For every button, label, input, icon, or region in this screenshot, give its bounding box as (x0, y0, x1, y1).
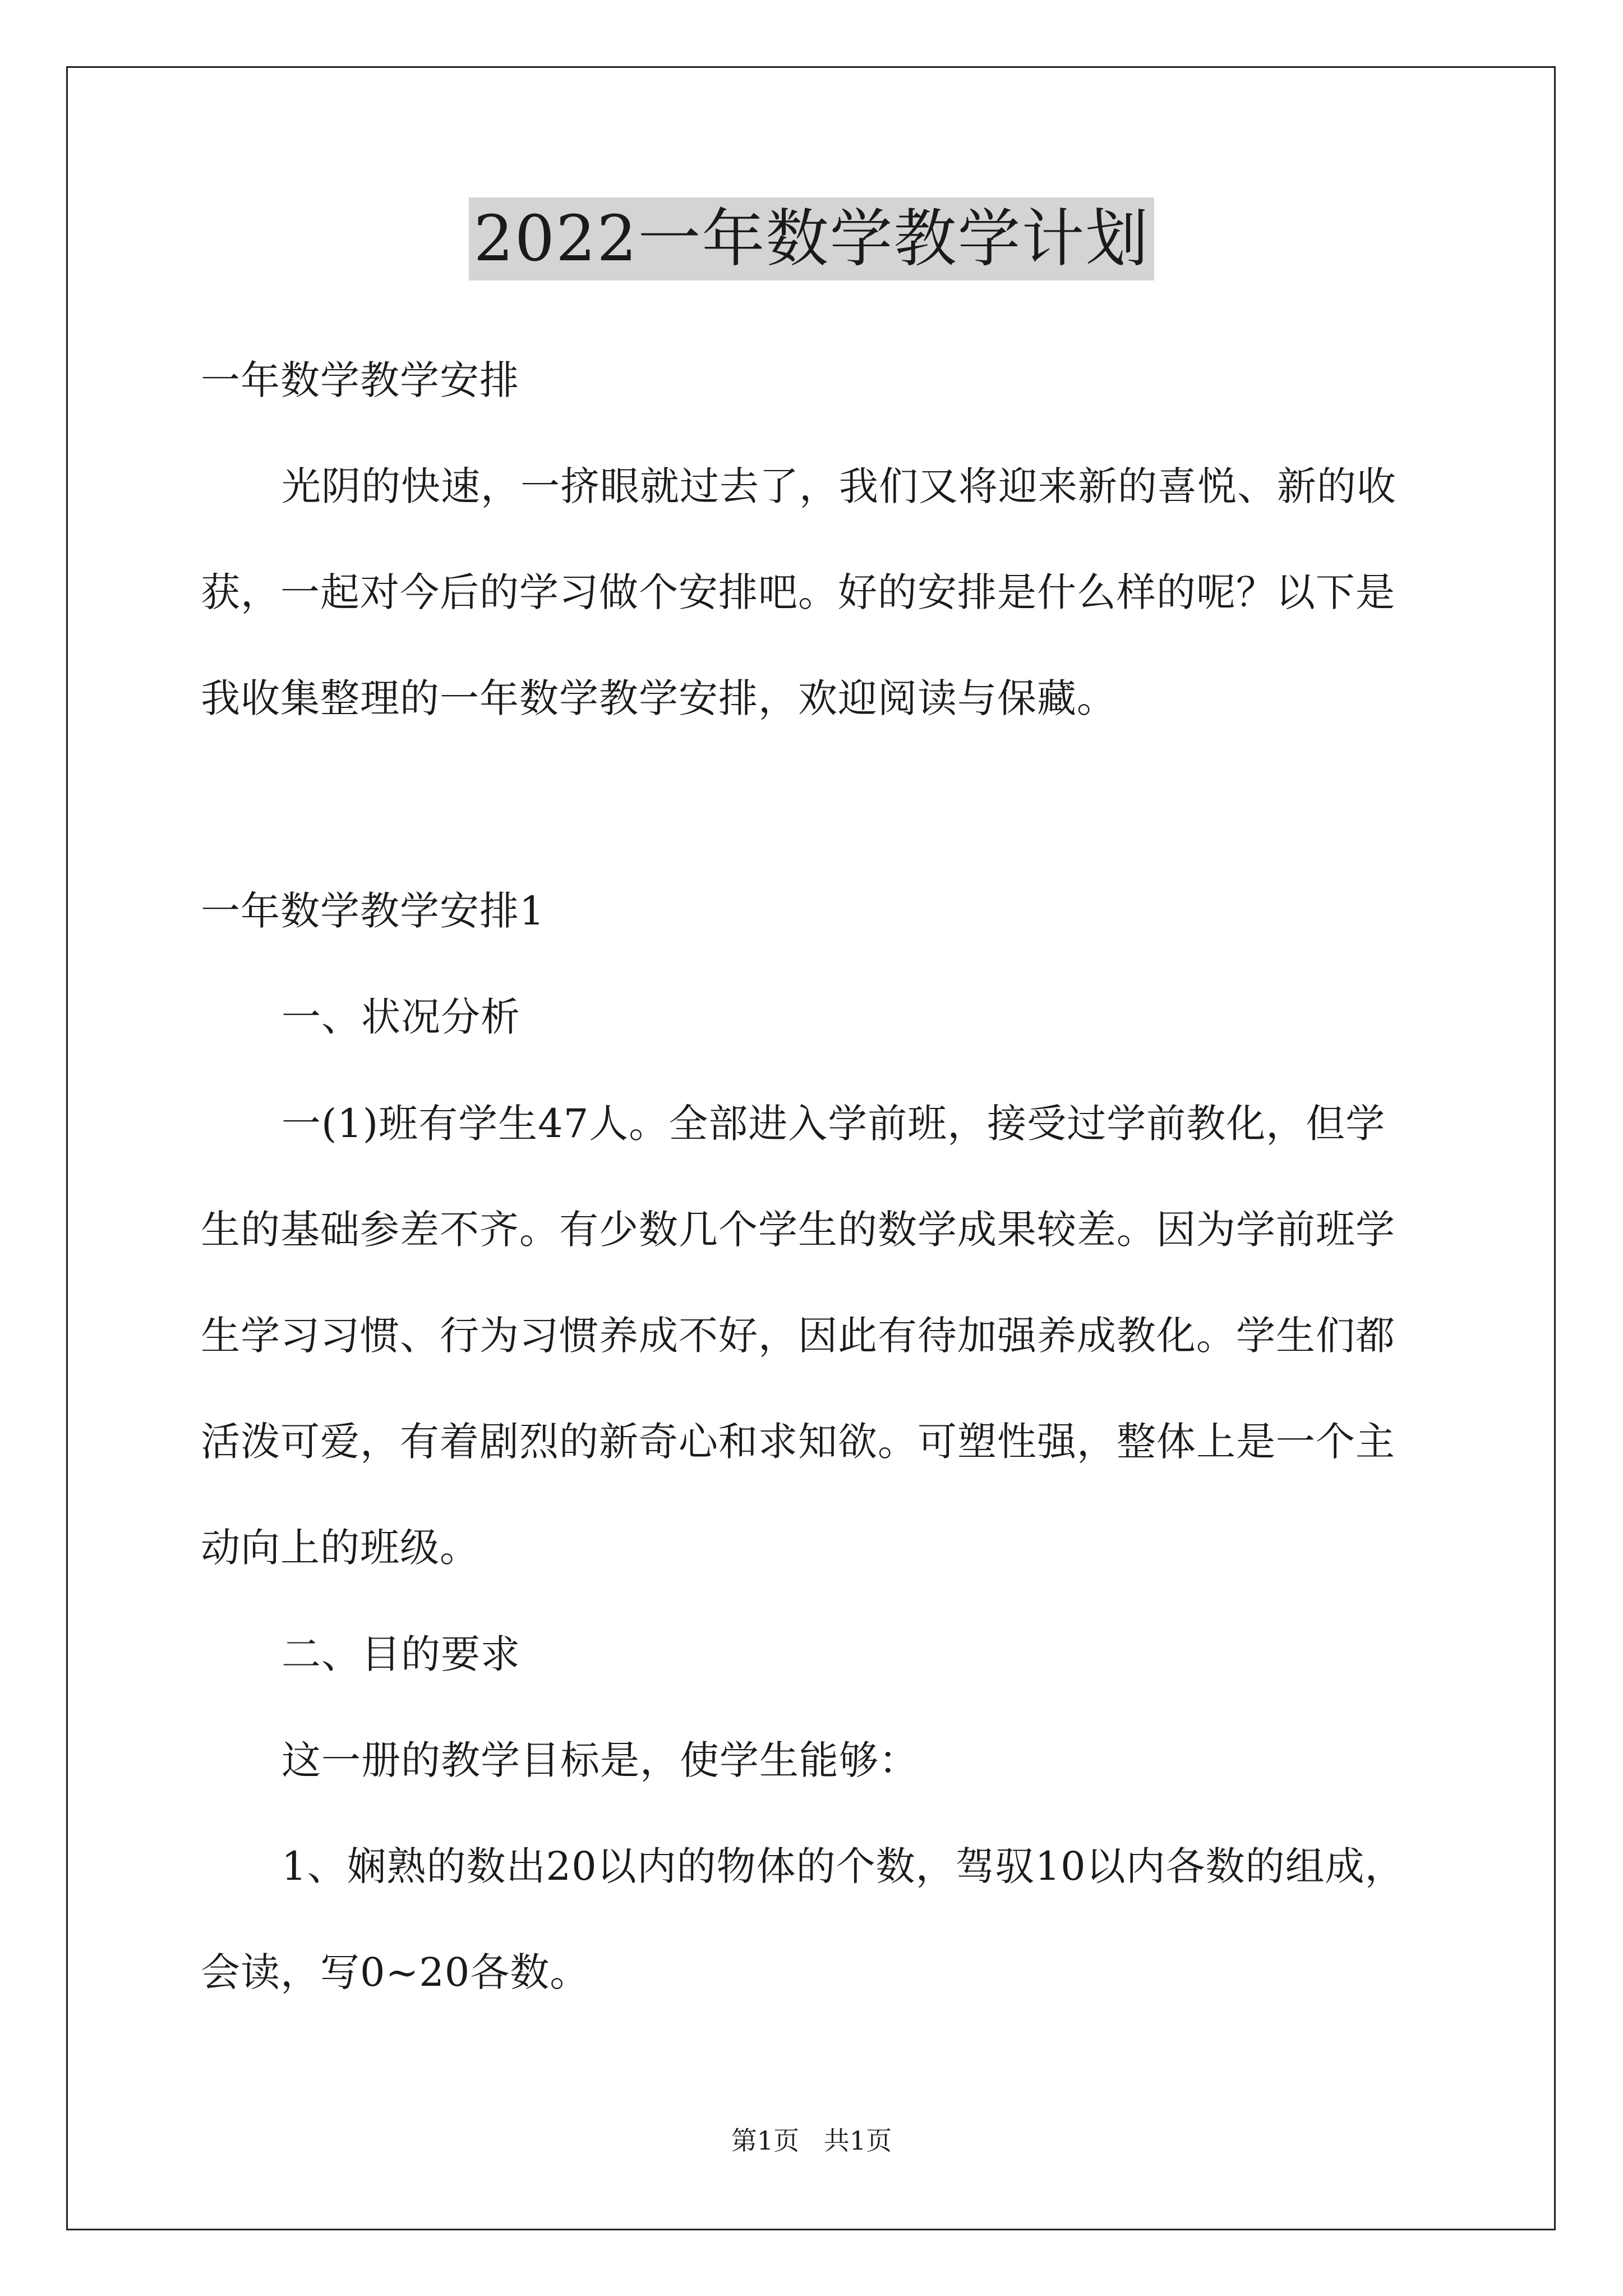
paragraph-line: 获，一起对今后的学习做个安排吧。好的安排是什么样的呢？以下是 (201, 569, 1395, 615)
section-heading: 一年数学教学安排1 (201, 888, 545, 934)
subheading: 二、目的要求 (282, 1631, 520, 1677)
paragraph-line: 我收集整理的一年数学教学安排，欢迎阅读与保藏。 (201, 675, 1117, 721)
paragraph-line: 会读，写0~20各数。 (201, 1949, 590, 1995)
page-footer: 第1页 共1页 (731, 2125, 892, 2156)
paragraph-line: 一(1)班有学生47人。全部进入学前班，接受过学前教化，但学 (282, 1101, 1386, 1147)
subheading: 一、状况分析 (282, 994, 520, 1040)
paragraph-line: 生的基础参差不齐。有少数几个学生的数学成果较差。因为学前班学 (201, 1207, 1395, 1253)
paragraph-line: 动向上的班级。 (201, 1525, 479, 1571)
title-container (0, 197, 1623, 280)
section-heading: 一年数学教学安排 (201, 357, 519, 403)
paragraph-line: 生学习习惯、行为习惯养成不好，因此有待加强养成教化。学生们都 (201, 1313, 1395, 1359)
paragraph-line: 光阴的快速，一挤眼就过去了，我们又将迎来新的喜悦、新的收 (282, 463, 1396, 509)
paragraph-line: 这一册的教学目标是，使学生能够： (282, 1737, 919, 1783)
document-title: 2022一年数学教学计划 (469, 197, 1154, 280)
paragraph-line: 活泼可爱，有着剧烈的新奇心和求知欲。可塑性强，整体上是一个主 (201, 1419, 1395, 1465)
paragraph-line: 1、娴熟的数出20以内的物体的个数，驾驭10以内各数的组成， (282, 1843, 1405, 1889)
